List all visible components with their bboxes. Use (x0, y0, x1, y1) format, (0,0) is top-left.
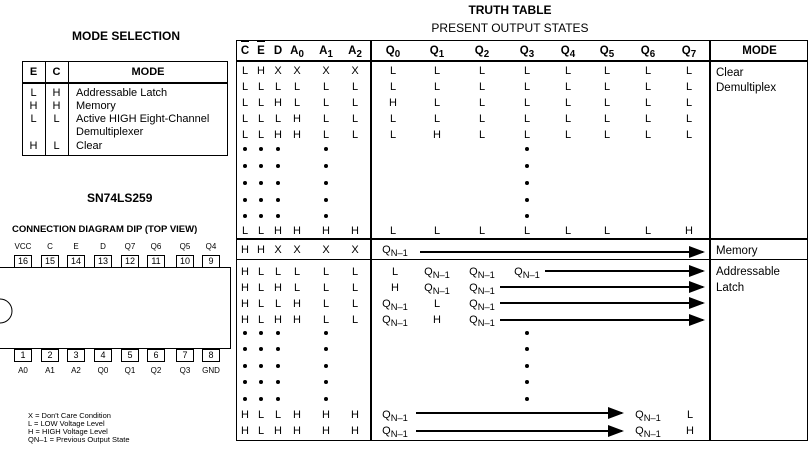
ellipsis-dot (525, 364, 529, 368)
pin-label: A0 (18, 366, 28, 375)
truth-cell: H (241, 409, 249, 421)
truth-cell: L (351, 266, 359, 278)
truth-cell: L (523, 81, 531, 93)
mode-row-c: L (53, 140, 60, 152)
truth-cell: H (241, 314, 249, 326)
mode-selection-title: MODE SELECTION (72, 29, 181, 43)
truth-header-output: $Q_0$ (385, 45, 401, 60)
ellipsis-dot (276, 347, 280, 351)
truth-cell: $Q_{N-1}$ (635, 409, 661, 423)
ellipsis-dot (259, 147, 263, 151)
truth-cell: H (274, 314, 282, 326)
truth-cell: L (322, 97, 330, 109)
truth-cell: L (523, 225, 531, 237)
truth-cell: H (685, 225, 693, 237)
truth-cell: L (322, 113, 330, 125)
truth-cell: L (322, 129, 330, 141)
truth-cell: H (274, 425, 282, 437)
truth-cell: L (564, 129, 572, 141)
truth-cell: L (293, 97, 301, 109)
mode-header-e: E (29, 66, 38, 78)
truth-cell: L (257, 129, 265, 141)
ellipsis-dot (324, 164, 328, 168)
truth-cell: L (389, 81, 397, 93)
pin-label: D (100, 242, 106, 251)
truth-cell: L (351, 282, 359, 294)
mode-row-c: H (52, 87, 61, 99)
truth-header-input: D (273, 45, 283, 57)
pin-number: 7 (176, 349, 194, 362)
ellipsis-dot (324, 364, 328, 368)
truth-cell: X (322, 244, 330, 256)
ellipsis-dot (259, 331, 263, 335)
ellipsis-dot (259, 364, 263, 368)
truth-cell: $Q_{N-1}$ (424, 266, 450, 280)
pin-label: Q1 (124, 366, 136, 375)
truth-cell: L (523, 113, 531, 125)
truth-cell: H (241, 244, 249, 256)
legend-previous-state: QN–1 = Previous Output State (28, 435, 130, 444)
truth-cell: L (564, 81, 572, 93)
truth-cell: L (351, 129, 359, 141)
truth-cell: L (603, 65, 611, 77)
ellipsis-dot (276, 380, 280, 384)
truth-cell: L (351, 298, 359, 310)
ellipsis-dot (259, 181, 263, 185)
truth-cell: H (274, 129, 282, 141)
truth-cell: L (685, 65, 693, 77)
truth-cell: L (389, 65, 397, 77)
truth-cell: H (293, 129, 301, 141)
pin-number: 16 (14, 255, 32, 268)
truth-cell: L (564, 97, 572, 109)
truth-header-input: E (257, 45, 265, 57)
ellipsis-dot (259, 198, 263, 202)
truth-cell: L (241, 65, 249, 77)
ellipsis-dot (525, 164, 529, 168)
truth-cell: X (293, 244, 301, 256)
mode-header-c: C (52, 66, 61, 78)
truth-cell: L (322, 298, 330, 310)
truth-cell: L (644, 97, 652, 109)
truth-cell: X (322, 65, 330, 77)
truth-cell: $Q_{N-1}$ (382, 314, 408, 328)
pin-label: VCC (14, 242, 32, 251)
ellipsis-dot (525, 181, 529, 185)
overbar (241, 41, 249, 42)
truth-cell: L (351, 97, 359, 109)
truth-cell: $Q_{N-1}$ (424, 282, 450, 296)
ellipsis-dot (525, 331, 529, 335)
truth-header-output: $Q_2$ (474, 45, 490, 60)
ellipsis-dot (259, 397, 263, 401)
truth-cell: L (478, 81, 486, 93)
truth-cell: L (322, 266, 330, 278)
truth-cell: H (351, 225, 359, 237)
truth-cell: L (478, 113, 486, 125)
truth-cell: H (389, 97, 397, 109)
truth-cell: L (389, 113, 397, 125)
ellipsis-dot (243, 147, 247, 151)
truth-cell: L (603, 129, 611, 141)
ellipsis-dot (324, 380, 328, 384)
ellipsis-dot (276, 181, 280, 185)
truth-header-output: $Q_4$ (560, 45, 576, 60)
truth-cell: L (433, 65, 441, 77)
ellipsis-dot (259, 380, 263, 384)
truth-header-output: $Q_1$ (429, 45, 445, 60)
pin-label: A1 (45, 366, 55, 375)
truth-cell: L (241, 225, 249, 237)
ellipsis-dot (276, 364, 280, 368)
truth-cell: X (274, 65, 282, 77)
mode-row-c: H (52, 100, 61, 112)
dip-package-body (0, 267, 231, 349)
ellipsis-dot (525, 198, 529, 202)
truth-cell: L (685, 129, 693, 141)
ellipsis-dot (324, 198, 328, 202)
ellipsis-dot (525, 147, 529, 151)
truth-cell: L (351, 314, 359, 326)
mode-row-c: L (53, 113, 60, 125)
truth-cell: L (322, 282, 330, 294)
pin-number: 11 (147, 255, 165, 268)
truth-cell: L (686, 409, 694, 421)
mode-row-e: L (30, 87, 37, 99)
truth-cell: L (257, 314, 265, 326)
pin-label: C (47, 242, 53, 251)
truth-cell: X (351, 65, 359, 77)
truth-cell: L (644, 225, 652, 237)
pin-label: Q7 (124, 242, 136, 251)
truth-cell: H (241, 425, 249, 437)
truth-cell: H (257, 244, 265, 256)
pin-number: 1 (14, 349, 32, 362)
truth-cell: L (257, 409, 265, 421)
truth-cell: H (241, 298, 249, 310)
truth-inputs-outputs-divider (370, 40, 372, 441)
pin-label: Q2 (150, 366, 162, 375)
ellipsis-dot (243, 380, 247, 384)
truth-cell: L (389, 129, 397, 141)
pin-label: Q5 (179, 242, 191, 251)
truth-cell: L (293, 282, 301, 294)
pin-number: 2 (41, 349, 59, 362)
pin-label: Q6 (150, 242, 162, 251)
truth-cell: L (391, 266, 399, 278)
truth-cell: L (257, 266, 265, 278)
mode-label-memory: Memory (716, 245, 758, 257)
truth-cell: H (391, 282, 399, 294)
truth-cell: H (274, 282, 282, 294)
truth-cell: H (322, 425, 330, 437)
truth-cell: L (351, 81, 359, 93)
truth-cell: L (644, 65, 652, 77)
mode-row-mode: Demultiplexer (76, 126, 144, 138)
truth-cell: L (564, 225, 572, 237)
truth-cell: L (322, 81, 330, 93)
mode-row-mode: Active HIGH Eight-Channel (76, 113, 210, 125)
connection-diagram-title: CONNECTION DIAGRAM DIP (TOP VIEW) (12, 224, 198, 235)
pin-label: Q0 (97, 366, 109, 375)
ellipsis-dot (276, 214, 280, 218)
truth-cell: L (685, 97, 693, 109)
truth-cell: L (257, 81, 265, 93)
ellipsis-dot (243, 181, 247, 185)
truth-cell: H (293, 314, 301, 326)
truth-cell: L (523, 65, 531, 77)
truth-cell: L (274, 81, 282, 93)
ellipsis-dot (324, 347, 328, 351)
mode-row-mode: Memory (76, 100, 116, 112)
pin-number: 12 (121, 255, 139, 268)
truth-cell: H (351, 425, 359, 437)
truth-cell: H (241, 266, 249, 278)
truth-cell: L (433, 298, 441, 310)
truth-cell: H (274, 97, 282, 109)
truth-cell: L (523, 97, 531, 109)
truth-table-title: TRUTH TABLE (468, 3, 552, 17)
mode-header-mode: MODE (131, 66, 165, 78)
truth-cell: L (274, 113, 282, 125)
truth-cell: L (257, 425, 265, 437)
pin-number: 4 (94, 349, 112, 362)
truth-header-input: $A_2$ (348, 45, 362, 60)
truth-cell: L (644, 129, 652, 141)
truth-cell: $Q_{N-1}$ (382, 298, 408, 312)
legend-high: H = HIGH Voltage Level (28, 427, 108, 436)
mode-row-e: H (29, 140, 38, 152)
ellipsis-dot (324, 147, 328, 151)
truth-cell: L (257, 282, 265, 294)
truth-cell: L (478, 129, 486, 141)
truth-cell: $Q_{N-1}$ (469, 266, 495, 280)
truth-cell: $Q_{N-1}$ (514, 266, 540, 280)
truth-cell: L (257, 97, 265, 109)
truth-cell: L (293, 266, 301, 278)
pin-number: 8 (202, 349, 220, 362)
ellipsis-dot (324, 214, 328, 218)
pin-label: A2 (71, 366, 81, 375)
truth-cell: L (274, 266, 282, 278)
truth-cell: H (351, 409, 359, 421)
mode-row-mode: Clear (76, 140, 103, 152)
truth-cell: L (564, 113, 572, 125)
ellipsis-dot (324, 331, 328, 335)
part-number: SN74LS259 (87, 191, 153, 205)
truth-cell: L (644, 113, 652, 125)
truth-cell: L (603, 97, 611, 109)
ellipsis-dot (276, 198, 280, 202)
truth-header-mode: MODE (742, 45, 777, 57)
ellipsis-dot (324, 397, 328, 401)
mode-row-e: H (29, 100, 38, 112)
ellipsis-dot (525, 214, 529, 218)
truth-cell: L (241, 81, 249, 93)
ellipsis-dot (243, 331, 247, 335)
truth-cell: L (603, 113, 611, 125)
truth-cell: L (685, 113, 693, 125)
mode-label-addressable: Addressable (716, 266, 780, 278)
truth-cell: $Q_{N-1}$ (469, 298, 495, 312)
ellipsis-dot (243, 164, 247, 168)
truth-header-input: $A_1$ (319, 45, 333, 60)
ellipsis-dot (243, 214, 247, 218)
truth-cell: L (293, 81, 301, 93)
truth-cell: L (257, 113, 265, 125)
truth-cell: L (478, 97, 486, 109)
truth-cell: $Q_{N-1}$ (469, 314, 495, 328)
mode-label-latch: Latch (716, 282, 745, 294)
truth-cell: $Q_{N-1}$ (382, 409, 408, 423)
ellipsis-dot (525, 397, 529, 401)
ellipsis-dot (243, 364, 247, 368)
mode-label-clear: Clear (716, 67, 744, 79)
truth-cell: L (274, 409, 282, 421)
mode-header-divider (22, 82, 228, 84)
truth-cell: H (293, 409, 301, 421)
ellipsis-dot (259, 164, 263, 168)
truth-header-input: C (240, 45, 250, 57)
pin-number: 14 (67, 255, 85, 268)
truth-cell: L (241, 113, 249, 125)
truth-cell: L (433, 81, 441, 93)
truth-cell: H (293, 425, 301, 437)
truth-cell: H (433, 314, 441, 326)
ellipsis-dot (276, 147, 280, 151)
truth-cell: H (257, 65, 265, 77)
ellipsis-dot (276, 331, 280, 335)
truth-cell: L (603, 225, 611, 237)
truth-cell: L (257, 298, 265, 310)
mode-label-demultiplex: Demultiplex (716, 82, 777, 94)
truth-cell: X (293, 65, 301, 77)
ellipsis-dot (243, 397, 247, 401)
legend-low: L = LOW Voltage Level (28, 419, 105, 428)
truth-cell: $Q_{N-1}$ (382, 244, 408, 258)
truth-header-output: $Q_7$ (681, 45, 697, 60)
truth-cell: L (564, 65, 572, 77)
truth-cell: X (274, 244, 282, 256)
truth-cell: H (274, 225, 282, 237)
ellipsis-dot (243, 347, 247, 351)
truth-cell: L (351, 113, 359, 125)
truth-cell: L (478, 225, 486, 237)
truth-cell: L (433, 225, 441, 237)
truth-section-divider-1 (236, 238, 808, 240)
truth-cell: H (322, 225, 330, 237)
truth-outputs-mode-divider (709, 40, 711, 441)
truth-cell: L (685, 81, 693, 93)
truth-cell: H (293, 298, 301, 310)
truth-cell: H (293, 225, 301, 237)
truth-cell: $Q_{N-1}$ (635, 425, 661, 439)
ellipsis-dot (324, 181, 328, 185)
ellipsis-dot (259, 347, 263, 351)
truth-cell: H (293, 113, 301, 125)
ellipsis-dot (259, 214, 263, 218)
truth-header-input: $A_0$ (290, 45, 304, 60)
truth-cell: L (257, 225, 265, 237)
pin-number: 3 (67, 349, 85, 362)
truth-cell: L (322, 314, 330, 326)
pin-label: GND (202, 366, 220, 375)
truth-cell: L (644, 81, 652, 93)
truth-table-subtitle: PRESENT OUTPUT STATES (431, 21, 589, 35)
ellipsis-dot (525, 380, 529, 384)
ellipsis-dot (276, 164, 280, 168)
truth-cell: L (274, 298, 282, 310)
ellipsis-dot (525, 347, 529, 351)
overbar (257, 41, 265, 42)
truth-cell: L (241, 129, 249, 141)
ellipsis-dot (276, 397, 280, 401)
mode-row-mode: Addressable Latch (76, 87, 168, 99)
truth-cell: L (389, 225, 397, 237)
pin-number: 9 (202, 255, 220, 268)
truth-cell: L (433, 113, 441, 125)
truth-cell: L (478, 65, 486, 77)
pin-number: 15 (41, 255, 59, 268)
pin-label: Q4 (205, 242, 217, 251)
truth-cell: $Q_{N-1}$ (382, 425, 408, 439)
truth-cell: H (686, 425, 694, 437)
truth-cell: $Q_{N-1}$ (469, 282, 495, 296)
truth-section-divider-2 (236, 259, 808, 260)
pin-number: 5 (121, 349, 139, 362)
truth-cell: H (433, 129, 441, 141)
truth-header-output: $Q_6$ (640, 45, 656, 60)
pin-label: E (73, 242, 79, 251)
pin-number: 13 (94, 255, 112, 268)
truth-cell: L (523, 129, 531, 141)
truth-cell: L (603, 81, 611, 93)
legend-dont-care: X = Don't Care Condition (28, 411, 111, 420)
pin-number: 10 (176, 255, 194, 268)
truth-header-output: $Q_5$ (599, 45, 615, 60)
truth-cell: L (433, 97, 441, 109)
pin-label: Q3 (179, 366, 191, 375)
truth-cell: H (322, 409, 330, 421)
truth-cell: X (351, 244, 359, 256)
truth-header-output: $Q_3$ (519, 45, 535, 60)
pin-number: 6 (147, 349, 165, 362)
truth-cell: L (241, 97, 249, 109)
ellipsis-dot (243, 198, 247, 202)
truth-cell: H (241, 282, 249, 294)
mode-row-e: L (30, 113, 37, 125)
